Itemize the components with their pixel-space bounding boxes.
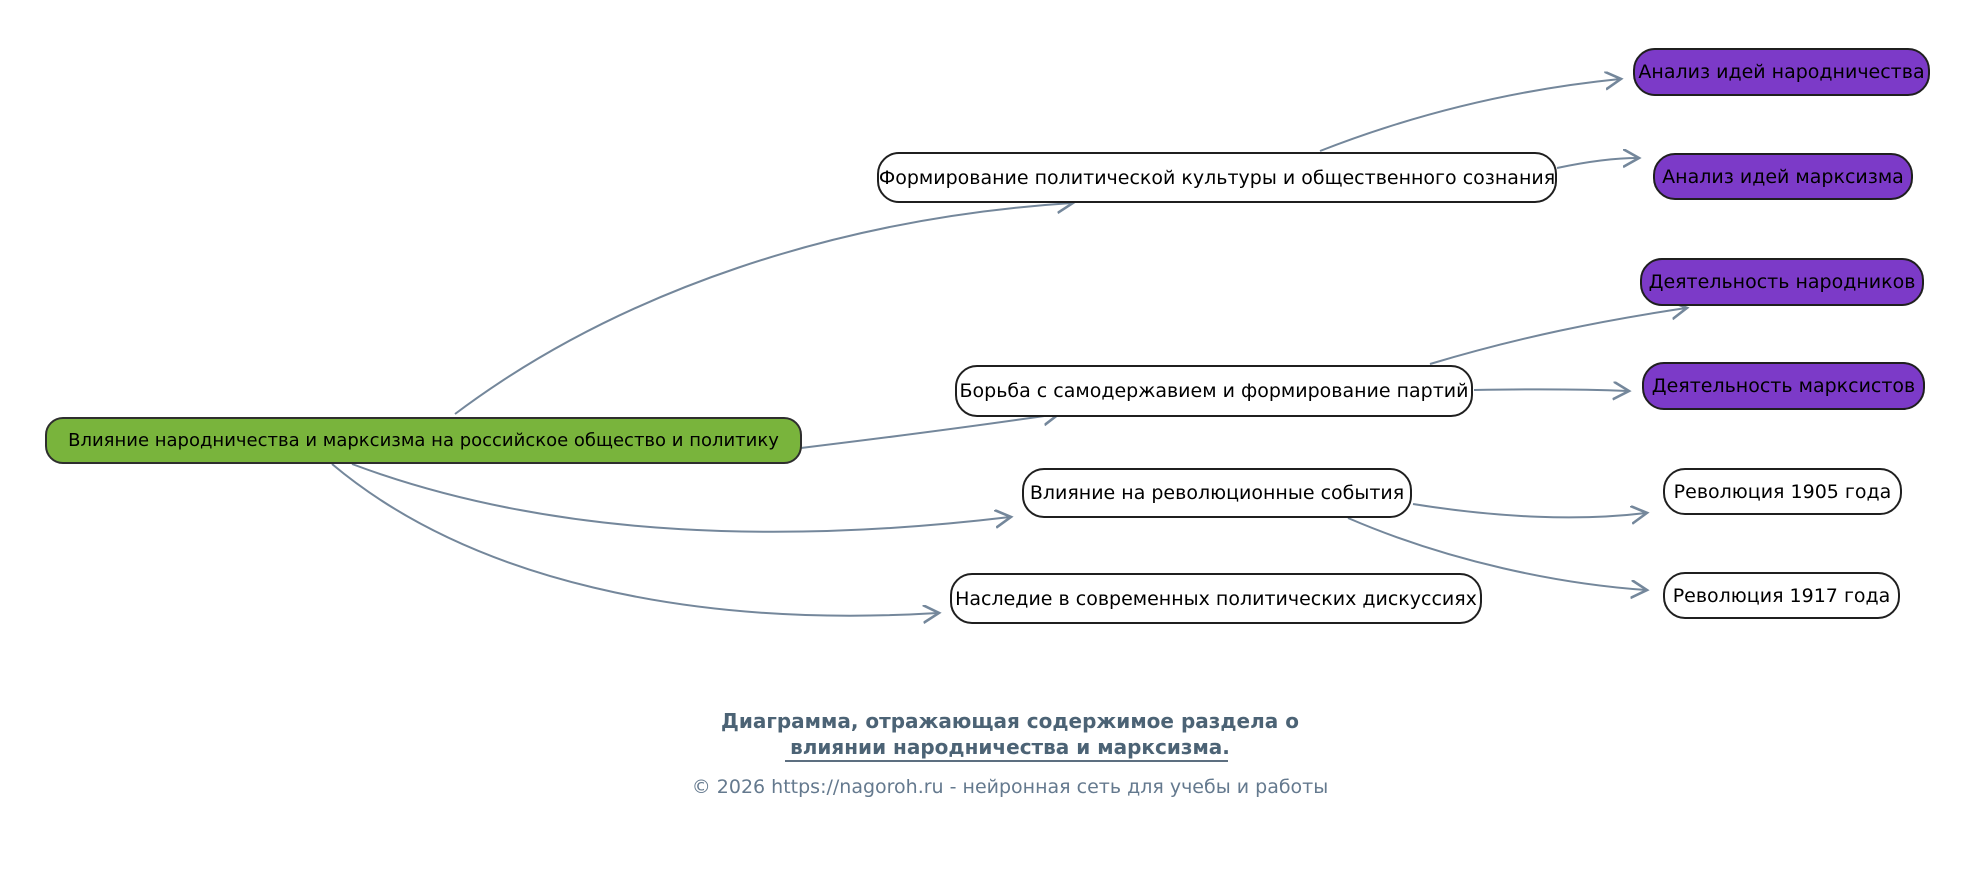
caption-separator-line (785, 760, 1228, 762)
node-leaf-deyatelnost-narodnikov: Деятельность народников (1640, 258, 1924, 306)
edge-root-to-borba (801, 414, 1058, 448)
edge-borba-to-deyatelnost-narodnikov (1430, 308, 1686, 364)
edge-formirovanie-to-analiz-narodnichestva (1320, 79, 1620, 151)
diagram-caption-line1: Диаграмма, отражающая содержимое раздела о (721, 709, 1299, 733)
node-branch-vliyanie: Влияние на революционные события (1022, 468, 1412, 518)
edge-formirovanie-to-analiz-marksizma (1557, 158, 1638, 168)
node-leaf-analiz-narodnichestva: Анализ идей народничества (1633, 48, 1930, 96)
diagram-caption (710, 708, 1310, 760)
node-branch-nasledie: Наследие в современных политических дискуссиях (950, 573, 1482, 624)
node-branch-formirovanie: Формирование политической культуры и общественного сознания (877, 152, 1557, 203)
node-leaf-revolyuciya-1905: Революция 1905 года (1663, 468, 1902, 515)
footer-copyright: © 2026 https://nagoroh.ru - нейронная сеть для учебы и работы (691, 776, 1329, 798)
edge-borba-to-deyatelnost-marksistov (1474, 389, 1628, 391)
node-leaf-analiz-marksizma: Анализ идей марксизма (1653, 153, 1913, 200)
diagram-caption-line2: влиянии народничества и марксизма. (790, 735, 1230, 759)
node-branch-borba: Борьба с самодержавием и формирование партий (955, 365, 1473, 417)
node-leaf-revolyuciya-1917: Революция 1917 года (1663, 572, 1900, 619)
edge-root-to-vliyanie (352, 464, 1010, 532)
node-root: Влияние народничества и марксизма на российское общество и политику (45, 417, 802, 464)
edge-vliyanie-to-revolyuciya-1905 (1413, 504, 1646, 517)
node-leaf-deyatelnost-marksistov: Деятельность марксистов (1642, 362, 1925, 410)
